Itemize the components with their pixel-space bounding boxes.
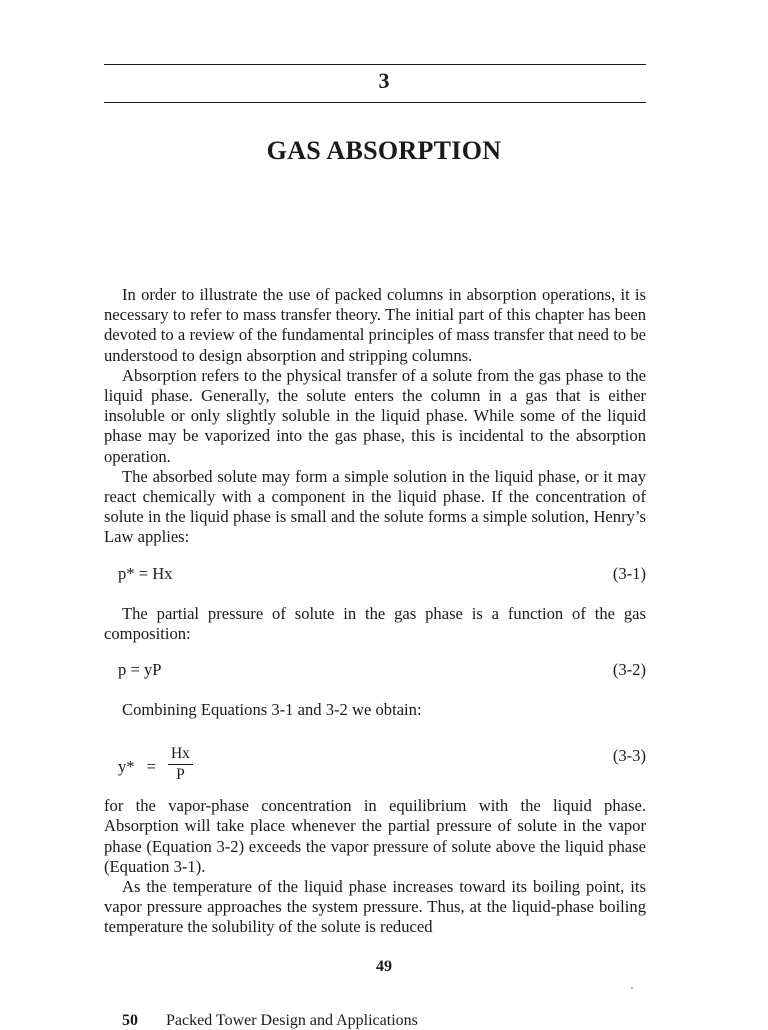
equation-number: (3-3) [612,746,646,766]
next-page-number: 50 [122,1012,138,1029]
equation-3-1 [104,564,646,586]
chapter-title: GAS ABSORPTION [266,136,502,165]
fraction-numerator: Hx [168,744,193,765]
bottom-rule [104,102,646,103]
top-rule [104,64,646,65]
paragraph: Combining Equations 3-1 and 3-2 we obtain: [122,700,422,720]
paragraph: As the temperature of the liquid phase increases toward its boiling point, its vapor pressure approaches the system pressure. Thus, at the liquid-phase boiling temperature the solubility of the solute is reduced [104,877,646,937]
equation-expression [118,746,193,787]
scan-speck [631,987,633,989]
equation-number: (3-2) [612,660,646,680]
fraction [168,744,193,785]
paragraph: for the vapor-phase concentration in equilibrium with the liquid phase. Absorption will take place whenever the partial pressure of solute in the vapor phase (Equation 3-2) exceeds the vapor pressure of solute above the liquid phase (Equation 3-1). [104,796,646,876]
page-number: 49 [376,958,392,975]
equals-sign: = [146,756,156,776]
running-title: Packed Tower Design and Applications [166,1012,418,1029]
equation-3-2 [104,660,646,682]
equation-number: (3-1) [612,563,646,583]
equation-expression: p* = Hx [118,563,173,583]
equation-lhs: y* [118,756,135,776]
equation-expression: p = yP [118,660,162,680]
chapter-number: 3 [378,68,390,93]
paragraph: The absorbed solute may form a simple solution in the liquid phase, or it may react chemically with a component in the liquid phase. If the concentration of solute in the liquid phase is small and the solute forms a simple solution, Henry’s Law applies: [104,466,646,547]
fraction-denominator: P [176,766,185,784]
paragraph: In order to illustrate the use of packed columns in absorption operations, it is necessary to refer to mass transfer theory. The initial part of this chapter has been devoted to a review of the fundamental principles of mass transfer that need to be understood to design absorption and stripping columns. [104,285,646,365]
body-text [104,285,646,938]
paragraph: The partial pressure of solute in the gas phase is a function of the gas composition: [104,603,646,643]
equation-3-3 [104,736,646,784]
next-page-header [122,1012,418,1030]
paragraph: Absorption refers to the physical transfer of a solute from the gas phase to the liquid phase. Generally, the solute enters the column in a gas that is either insoluble or only slightly soluble in the liquid phase. While some of the liquid phase may be vaporized into the gas phase, this is incidental to the absorption operation. [104,365,646,466]
